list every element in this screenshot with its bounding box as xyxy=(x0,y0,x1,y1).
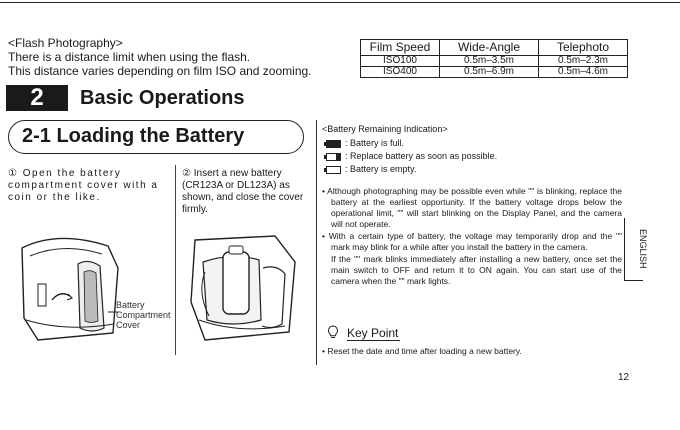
battery-note: • Although photographing may be possible even while "" is blinking, replace the battery at the earliest opportunity. If the battery voltage drops below the operational limit, "" will start blinking on the Display Panel, and the camera will not operate. xyxy=(322,186,622,229)
battery-empty-icon xyxy=(326,166,341,174)
table-cell: 0.5m–4.6m xyxy=(539,67,628,78)
step-1-text: ① Open the battery compartment cover with a coin or the like. xyxy=(8,168,159,203)
battery-low-row xyxy=(322,151,622,162)
flash-heading: <Flash Photography> xyxy=(8,36,123,50)
language-tab: ENGLISH xyxy=(638,229,648,269)
table-cell: ISO400 xyxy=(361,67,440,78)
table-cell: 0.5m–2.3m xyxy=(539,56,628,67)
table-cell: 0.5m–6.9m xyxy=(440,67,539,78)
table-cell: ISO100 xyxy=(361,56,440,67)
battery-empty-row xyxy=(322,164,622,175)
battery-low-text: : Replace battery as soon as possible. xyxy=(345,151,498,161)
step-2-text: ② Insert a new battery (CR123A or DL123A) as shown, and close the cover firmly. xyxy=(182,168,304,215)
column-divider xyxy=(175,165,176,355)
table-header: Telephoto xyxy=(539,40,628,56)
section-title: Basic Operations xyxy=(80,87,245,109)
battery-full-icon xyxy=(326,140,341,148)
right-column-rule xyxy=(316,120,317,365)
flash-section xyxy=(8,36,312,78)
label-line: Battery xyxy=(116,300,145,310)
top-rule xyxy=(0,2,680,3)
battery-empty-text: : Battery is empty. xyxy=(345,164,417,174)
flash-line-2: This distance varies depending on film ISO and zooming. xyxy=(8,64,312,78)
label-line: Compartment xyxy=(116,310,171,320)
flash-line-1: There is a distance limit when using the flash. xyxy=(8,50,251,64)
battery-note: If the "" mark blinks immediately after installing a new battery, once set the main switch to OFF and return it to ON again. You can start use of the camera when the "" mark lights. xyxy=(331,254,622,286)
battery-full-row xyxy=(322,138,622,149)
section-number: 2 xyxy=(6,85,68,111)
battery-indication-section xyxy=(322,124,622,175)
page-number: 12 xyxy=(618,372,630,383)
key-point-title: Key Point xyxy=(347,326,399,340)
table-header: Film Speed xyxy=(361,40,440,56)
battery-low-icon xyxy=(326,153,341,161)
battery-full-text: : Battery is full. xyxy=(345,138,405,148)
subsection-title: 2-1 Loading the Battery xyxy=(22,125,245,147)
camera-cover-illustration xyxy=(18,228,128,348)
film-speed-table xyxy=(360,39,628,78)
key-point-text: • Reset the date and time after loading a new battery. xyxy=(322,346,522,356)
table-cell: 0.5m–3.5m xyxy=(440,56,539,67)
battery-note: • With a certain type of battery, the voltage may temporarily drop and the "" mark may blink for a while after you install the battery in the camera. xyxy=(322,231,622,252)
battery-indication-heading: <Battery Remaining Indication> xyxy=(322,124,448,134)
battery-cover-label xyxy=(116,300,171,330)
battery-insert-illustration xyxy=(185,232,305,347)
battery-notes xyxy=(322,186,622,288)
label-leader-line xyxy=(108,310,120,314)
table-header: Wide-Angle xyxy=(440,40,539,56)
label-line: Cover xyxy=(116,320,141,330)
key-point-icon xyxy=(326,325,340,339)
